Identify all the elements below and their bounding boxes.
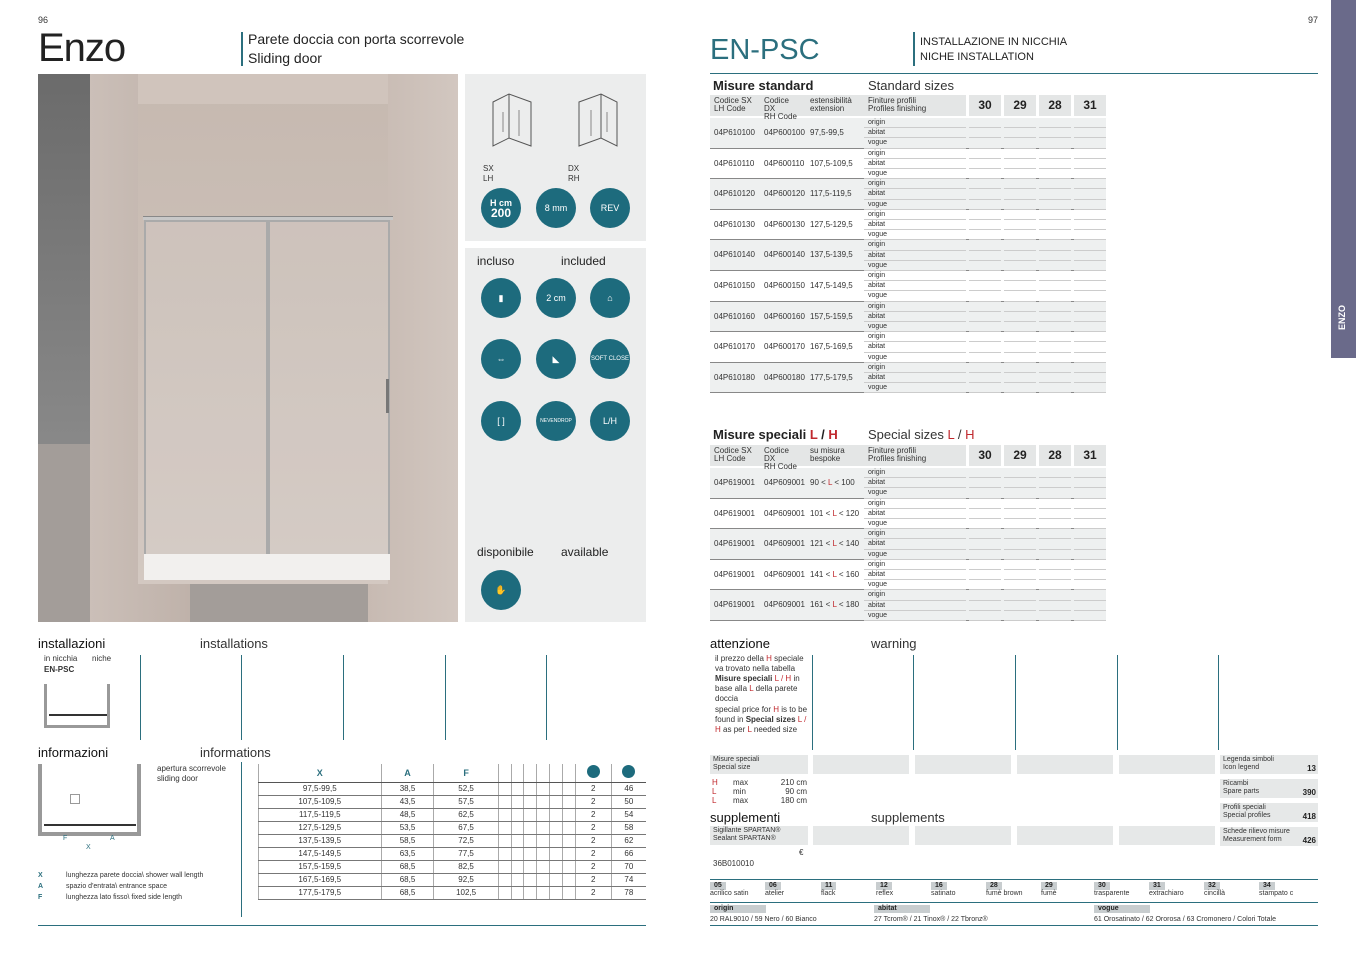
side-tab: ENZO	[1331, 0, 1356, 358]
special-sizes-table: Codice SX LH Code Codice DX RH Code su misura bespoke Finiture profili Profiles finishing 30 29 28 31 04P619001 04P609001 90 < L < 100 origin abitat vogue 04P619001 04P609001 101 < L < 120 origin abitat vogue 04P619001 04P609001 121 < L < 140 origin abitat vogue 04P619001 04P609001 141 < L < 160 origin abitat vogue 04P619001 04P609001 161 < L < 180 origin abitat vogue	[710, 445, 1106, 621]
size-row: 04P610140 04P600140 137,5-139,5 origin abitat vogue	[710, 240, 1106, 271]
measurement-form-link[interactable]: Schede rilievo misure Measurement form 426	[1220, 827, 1318, 846]
size-row: 04P619001 04P609001 90 < L < 100 origin abitat vogue	[710, 468, 1106, 499]
glass-swatch: 31 extrachiaro	[1149, 882, 1184, 897]
dimension-legend	[38, 870, 238, 903]
size-row: 04P610160 04P600160 157,5-159,5 origin abitat vogue	[710, 302, 1106, 333]
finish-column-header: 28	[1039, 95, 1071, 116]
dim-row: 137,5-139,5 58,5 72,5 2 62	[259, 834, 647, 847]
informazioni-heading: informazioni	[38, 745, 109, 760]
legend-link[interactable]: Legenda simboli Icon legend 13	[1220, 755, 1318, 774]
dim-header: F	[434, 764, 498, 782]
included-label: included	[561, 254, 606, 268]
lh-size-icon: L/H	[590, 401, 630, 441]
product-photo	[38, 74, 458, 622]
dim-f: F	[63, 835, 68, 842]
product-title: Enzo	[38, 26, 126, 70]
nevendrop-icon: NEVENDROP	[536, 401, 576, 441]
supplements-heading: supplements	[871, 810, 945, 825]
finish-column-header: 31	[1074, 445, 1106, 466]
size-row: 04P610180 04P600180 177,5-179,5 origin abitat vogue	[710, 363, 1106, 394]
installation-it: INSTALLAZIONE IN NICCHIA	[920, 36, 1068, 48]
glass-swatch: 34 stampato c	[1259, 882, 1294, 897]
dim-row: 167,5-169,5 68,5 92,5 2 74	[259, 873, 647, 886]
page-number-left: 96	[38, 15, 49, 25]
finishes-row: origin 20 RAL9010 / 59 Nero / 60 Bianco abitat 27 Tcrom® / 21 Tinox® / 22 Tbronz® vogue 61 Orosatinato / 62 Ororosa / 63 Cromonero / Colori Totale	[710, 905, 1276, 923]
dim-x: X	[86, 844, 91, 851]
legend-row: A spazio d'entrata\ entrance space	[38, 883, 167, 890]
finish-column-header: 29	[1004, 95, 1036, 116]
in-nicchia-label: in nicchia	[44, 654, 78, 663]
height-icon: H cm 200	[481, 188, 521, 228]
niche-label: niche	[92, 654, 112, 663]
apertura-label: apertura scorrevole	[157, 764, 226, 773]
dim-row: 177,5-179,5 68,5 102,5 2 78	[259, 886, 647, 899]
glass-swatch: 32 cincillà	[1204, 882, 1226, 897]
frame-icon: [ ]	[481, 401, 521, 441]
en-psc-label: EN-PSC	[44, 665, 75, 674]
sealant-box: Sigillante SPARTAN® Sealant SPARTAN®	[710, 826, 808, 845]
legend-row: X lunghezza parete doccia\ shower wall length	[38, 872, 204, 879]
dim-row: 127,5-129,5 53,5 67,5 2 58	[259, 821, 647, 834]
dim-row: 97,5-99,5 38,5 52,5 2 46	[259, 782, 647, 795]
glass-swatch: 28 fumè brown	[986, 882, 1023, 897]
size-row: 04P619001 04P609001 101 < L < 120 origin abitat vogue	[710, 499, 1106, 530]
roller-icon: ⇔	[481, 339, 521, 379]
size-row: 04P610170 04P600170 167,5-169,5 origin abitat vogue	[710, 332, 1106, 363]
finish-column-header: 29	[1004, 445, 1036, 466]
glass-swatch: 05 acrilico satin	[710, 882, 749, 897]
spc-sizes-it: Misure speciali L / H	[713, 427, 838, 442]
finish-column-header: 31	[1074, 95, 1106, 116]
glass-thickness-icon: 8 mm	[536, 188, 576, 228]
page-number-right: 97	[1308, 15, 1319, 25]
euro-sign: €	[799, 848, 804, 857]
sx-door-icon	[489, 92, 535, 148]
dim-row: 147,5-149,5 63,5 77,5 2 66	[259, 847, 647, 860]
sliding-door-label: sliding door	[157, 774, 198, 783]
installations-heading: installations	[200, 636, 268, 651]
special-profiles-link[interactable]: Profili speciali Special profiles 418	[1220, 803, 1318, 822]
tray-icon: ◣	[536, 339, 576, 379]
dx-label: DX	[568, 164, 580, 173]
spare-parts-link[interactable]: Ricambi Spare parts 390	[1220, 779, 1318, 798]
dim-row: 117,5-119,5 48,5 62,5 2 54	[259, 808, 647, 821]
limit-row: L min 90 cm	[712, 787, 807, 796]
limit-row: H max 210 cm	[712, 778, 807, 787]
dx-door-icon	[575, 92, 621, 148]
std-sizes-en: Standard sizes	[868, 78, 954, 93]
rh-label: RH	[568, 174, 580, 183]
special-size-limits	[712, 778, 807, 805]
gear-icon	[575, 764, 611, 782]
handle-icon: ▮	[481, 278, 521, 318]
disponibile-label: disponibile	[477, 545, 534, 559]
dim-header: A	[381, 764, 434, 782]
finish-column-header: 30	[969, 445, 1001, 466]
legend-row: F lunghezza lato fisso\ fixed side length	[38, 894, 182, 901]
title-divider	[241, 32, 243, 66]
cleaning-icon: ✋	[481, 570, 521, 610]
size-row: 04P610110 04P600110 107,5-109,5 origin abitat vogue	[710, 149, 1106, 180]
std-sizes-it: Misure standard	[713, 78, 814, 93]
glass-swatch: 12 reflex	[876, 882, 894, 897]
door-config-panel	[465, 74, 646, 241]
glass-swatch: 16 satinato	[931, 882, 956, 897]
weight-icon	[611, 764, 646, 782]
size-row: 04P610150 04P600150 147,5-149,5 origin abitat vogue	[710, 271, 1106, 302]
sx-label: SX	[483, 164, 494, 173]
incluso-label: incluso	[477, 254, 515, 268]
glass-swatch: 11 flack	[821, 882, 836, 897]
standard-sizes-table: Codice SX LH Code Codice DX RH Code estensibilità extension Finiture profili Profiles finishing 30 29 28 31 04P610100 04P600100 97,5-99,5 origin abitat vogue 04P610110 04P600110 107,5-109,5 origin abitat vogue 04P610120 04P600120 117,5-119,5 origin abitat vogue 04P610130 04P600130 127,5-129,5 origin abitat vogue 04P610140 04P600140 137,5-139,5 origin abitat vogue 04P610150 04P600150 147,5-149,5 origin abitat vogue 04P610160 04P600160 157,5-159,5 origin abitat vogue 04P610170 04P600170 167,5-169,5 origin abitat vogue 04P610180 04P600180 177,5-179,5 origin abitat vogue	[710, 95, 1106, 393]
special-size-box: Misure speciali Special size	[710, 755, 808, 774]
features-panel	[465, 248, 646, 622]
size-row: 04P619001 04P609001 121 < L < 140 origin abitat vogue	[710, 529, 1106, 560]
warning-text-en: special price for H is to be found in Special sizes L / H as per L needed size	[715, 705, 808, 734]
soft-close-icon: SOFT CLOSE	[590, 339, 630, 379]
dim-a: A	[110, 835, 115, 842]
installation-en: NICHE INSTALLATION	[920, 51, 1034, 63]
limit-row: L max 180 cm	[712, 796, 807, 805]
size-row: 04P610130 04P600130 127,5-129,5 origin abitat vogue	[710, 210, 1106, 241]
glass-swatch: 06 atelier	[765, 882, 785, 897]
warning-text-it: il prezzo della H speciale va trovato nella tabella Misure speciali L / H in base alla L della parete doccia	[715, 654, 804, 703]
sealant-code: 36B010010	[713, 859, 754, 868]
size-row: 04P610100 04P600100 97,5-99,5 origin abitat vogue	[710, 118, 1106, 149]
subtitle-en: Sliding door	[248, 50, 322, 66]
code-divider	[913, 32, 915, 66]
glass-swatch: 30 trasparente	[1094, 882, 1130, 897]
size-row: 04P619001 04P609001 161 < L < 180 origin abitat vogue	[710, 590, 1106, 621]
lh-label: LH	[483, 174, 494, 183]
spc-sizes-en: Special sizes L / H	[868, 427, 975, 442]
informations-heading: informations	[200, 745, 271, 760]
niche-diagram	[44, 684, 110, 728]
dim-row: 157,5-159,5 68,5 82,5 2 70	[259, 860, 647, 873]
finish-column-header: 28	[1039, 445, 1071, 466]
wall-profile-icon: ⌂	[590, 278, 630, 318]
adjustment-icon: 2 cm	[536, 278, 576, 318]
supplementi-heading: supplementi	[710, 810, 781, 825]
dim-row: 107,5-109,5 43,5 57,5 2 50	[259, 795, 647, 808]
size-row: 04P610120 04P600120 117,5-119,5 origin abitat vogue	[710, 179, 1106, 210]
available-label: available	[561, 545, 609, 559]
finish-column-header: 30	[969, 95, 1001, 116]
reversible-icon: REV	[590, 188, 630, 228]
subtitle-it: Parete doccia con porta scorrevole	[248, 31, 465, 47]
model-code: EN-PSC	[710, 34, 820, 66]
size-row: 04P619001 04P609001 141 < L < 160 origin abitat vogue	[710, 560, 1106, 591]
info-diagram	[38, 764, 141, 836]
attenzione-heading: attenzione	[710, 636, 770, 651]
dim-header: X	[259, 764, 382, 782]
dimension-table	[258, 764, 646, 900]
warning-heading: warning	[871, 636, 917, 651]
glass-swatches	[710, 882, 1318, 898]
installazioni-heading: installazioni	[38, 636, 106, 651]
glass-swatch: 29 fumè	[1041, 882, 1057, 897]
